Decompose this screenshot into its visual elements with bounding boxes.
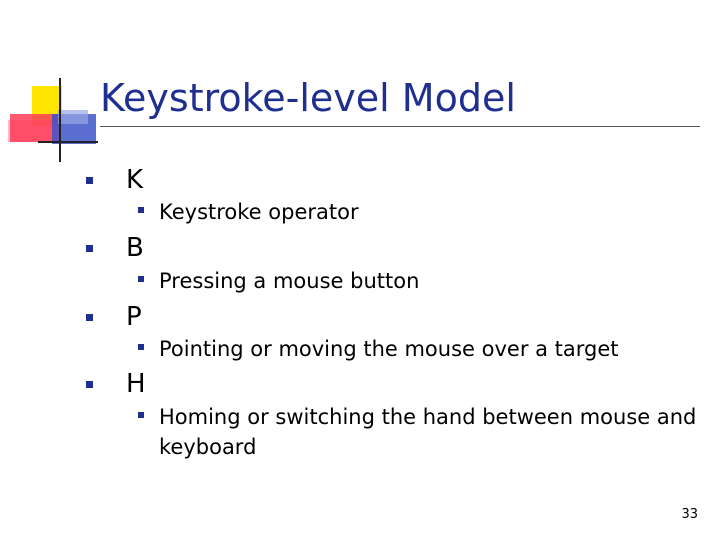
title-rule bbox=[100, 126, 700, 127]
square-bullet-icon bbox=[138, 344, 144, 350]
square-bullet-icon bbox=[86, 381, 93, 388]
square-bullet-icon bbox=[86, 177, 93, 184]
bullet-term: H bbox=[126, 369, 146, 399]
bullet-description: Keystroke operator bbox=[159, 200, 359, 224]
slide-title: Keystroke-level Model bbox=[100, 76, 516, 120]
square-bullet-icon bbox=[86, 314, 93, 321]
bullet-term: P bbox=[126, 302, 142, 332]
decorative-logo-icon bbox=[8, 74, 98, 166]
page-number: 33 bbox=[681, 507, 698, 522]
logo-light-blue-square bbox=[58, 110, 88, 124]
square-bullet-icon bbox=[86, 245, 93, 252]
logo-horizontal-line bbox=[38, 141, 98, 143]
logo-vertical-line bbox=[59, 78, 61, 162]
bullet-description: Homing or switching the hand between mouse and keyboard bbox=[159, 405, 697, 459]
square-bullet-icon bbox=[138, 276, 144, 282]
bullet-term: K bbox=[126, 165, 144, 195]
square-bullet-icon bbox=[138, 412, 144, 418]
square-bullet-icon bbox=[138, 207, 144, 213]
bullet-description: Pointing or moving the mouse over a target bbox=[159, 337, 619, 361]
bullet-term: B bbox=[126, 233, 144, 263]
bullet-description: Pressing a mouse button bbox=[159, 269, 420, 293]
